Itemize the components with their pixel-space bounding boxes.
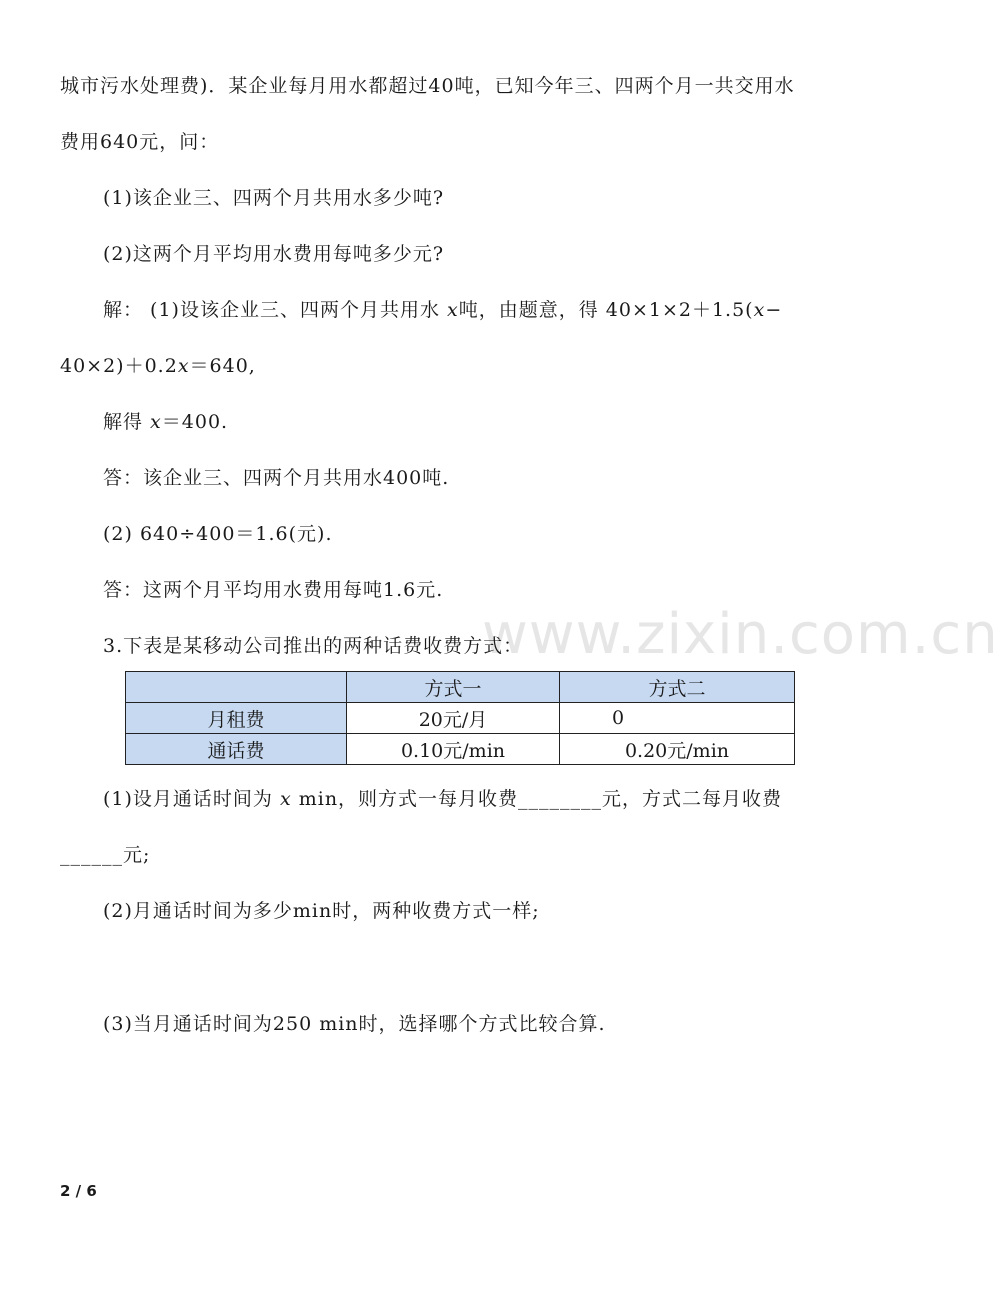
table-row [126, 703, 795, 734]
question-text: (1)设月通话时间为 [103, 788, 280, 810]
fee-table [125, 671, 795, 765]
solution-text: 40×2)＋0.2 [60, 355, 178, 377]
table-header-row [126, 672, 795, 703]
solve-line [103, 410, 228, 434]
question-3: 3.下表是某移动公司推出的两种话费收费方式： [103, 635, 524, 657]
table-row [126, 734, 795, 765]
answer-1: 答：该企业三、四两个月共用水400吨. [103, 467, 450, 489]
variable: x [447, 299, 459, 321]
answer-2: 答：这两个月平均用水费用每吨1.6元. [103, 579, 444, 601]
variable: x [753, 299, 766, 321]
solution-text: ＝400. [161, 411, 229, 433]
table-header-cell: 方式二 [560, 672, 795, 703]
table-header-cell: 方式一 [347, 672, 560, 703]
solution-line [103, 298, 782, 322]
question-1: (1)该企业三、四两个月共用水多少吨? [103, 187, 445, 209]
solution-text: ＝640, [189, 355, 256, 377]
question-3-2: (2)月通话时间为多少min时，两种收费方式一样; [103, 900, 540, 922]
table-cell: 20元/月 [347, 703, 560, 734]
page-number: 2 / 6 [60, 1182, 97, 1200]
question-3-1-cont: ______元; [60, 844, 151, 866]
table-row-label: 月租费 [126, 703, 347, 734]
table-cell: 0.10元/min [347, 734, 560, 765]
question-text: min，则方式一每月收费________元，方式二每月收费 [291, 788, 783, 810]
calc-2: (2) 640÷400＝1.6(元). [103, 523, 333, 545]
table-header-cell [126, 672, 347, 703]
solution-text: 解： (1)设该企业三、四两个月共用水 [103, 299, 440, 321]
question-3-3: (3)当月通话时间为250 min时，选择哪个方式比较合算. [103, 1013, 606, 1035]
variable: x [150, 411, 162, 433]
watermark: www.zixin.com.cn [482, 602, 999, 667]
variable: x [177, 355, 190, 377]
table-cell: 0 [560, 703, 795, 734]
variable: x [279, 788, 292, 810]
question-2: (2)这两个月平均用水费用每吨多少元? [103, 243, 445, 265]
table-cell: 0.20元/min [560, 734, 795, 765]
paragraph-line: 费用640元，问： [60, 131, 220, 153]
table-row-label: 通话费 [126, 734, 347, 765]
solution-text: 解得 [103, 411, 151, 433]
solution-line [60, 354, 256, 378]
paragraph-line: 城市污水处理费)．某企业每月用水都超过40吨，已知今年三、四两个月一共交用水 [60, 75, 795, 97]
question-3-1 [103, 787, 782, 811]
solution-text: 吨，由题意，得 40×1×2＋1.5( [458, 299, 754, 321]
solution-text: − [765, 299, 783, 321]
